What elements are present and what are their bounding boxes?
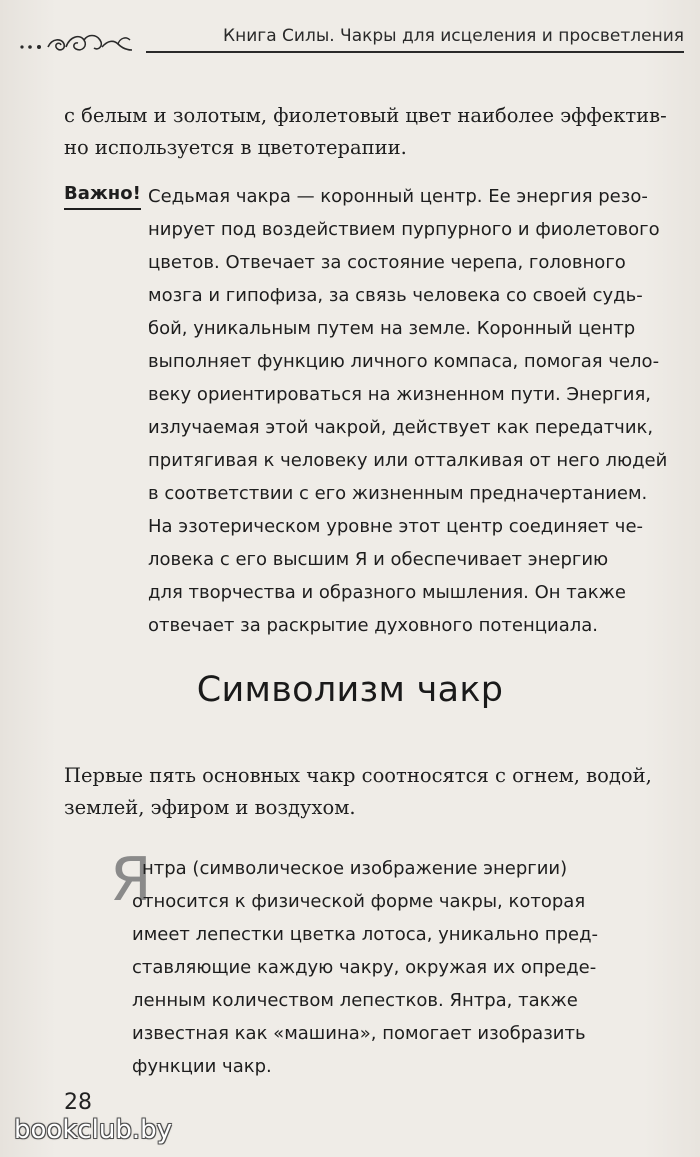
text-line: относится к физической форме чакры, которая — [132, 891, 586, 912]
page-number: 28 — [64, 1090, 92, 1115]
text-line: нтра (символическое изображение энергии) — [142, 858, 568, 879]
text-line: известная как «машина», помогает изобразить — [132, 1023, 586, 1044]
text-line: выполняет функцию личного компаса, помогая чело- — [148, 351, 660, 372]
text-line: землей, эфиром и воздухом. — [64, 796, 356, 819]
text-line: в соответствии с его жизненным предначертанием. — [148, 483, 648, 504]
header-title: Книга Силы. Чакры для исцеления и просветления — [223, 26, 684, 46]
text-line: веку ориентироваться на жизненном пути. Энергия, — [148, 384, 651, 405]
important-paragraph — [148, 180, 688, 642]
text-line: ставляющие каждую чакру, окружая их опреде- — [132, 957, 597, 978]
intro-paragraph — [64, 100, 684, 164]
ornament-icon — [18, 30, 148, 54]
text-line: ловека с его высшим Я и обеспечивает энергию — [148, 549, 609, 570]
text-line: ленным количеством лепестков. Янтра, также — [132, 990, 578, 1011]
watermark: bookclub.by — [14, 1115, 173, 1145]
yantra-paragraph — [110, 845, 632, 1083]
drop-cap: Я — [110, 845, 152, 915]
important-label: Важно! — [64, 180, 141, 210]
text-line: притягивая к человеку или отталкивая от него людей — [148, 450, 668, 471]
text-line: Седьмая чакра — коронный центр. Ее энергия резо- — [148, 186, 648, 207]
text-line: излучаемая этой чакрой, действует как передатчик, — [148, 417, 654, 438]
text-line: функции чакр. — [132, 1056, 272, 1077]
header-rule — [146, 51, 684, 53]
text-line: с белым и золотым, фиолетовый цвет наиболее эффектив- — [64, 104, 667, 127]
section-heading: Символизм чакр — [196, 670, 504, 710]
first-paragraph — [64, 760, 694, 824]
text-line: бой, уникальным путем на земле. Коронный центр — [148, 318, 636, 339]
running-header — [18, 26, 684, 56]
text-line: но используется в цветотерапии. — [64, 136, 407, 159]
text-line: имеет лепестки цветка лотоса, уникально пред- — [132, 924, 599, 945]
text-line: Первые пять основных чакр соотносятся с огнем, водой, — [64, 764, 652, 787]
text-line: На эзотерическом уровне этот центр соединяет че- — [148, 516, 644, 537]
text-line: мозга и гипофиза, за связь человека со своей судь- — [148, 285, 643, 306]
text-line: отвечает за раскрытие духовного потенциала. — [148, 615, 598, 636]
text-line: нирует под воздействием пурпурного и фиолетового — [148, 219, 660, 240]
text-line: цветов. Отвечает за состояние черепа, головного — [148, 252, 626, 273]
text-line: для творчества и образного мышления. Он также — [148, 582, 626, 603]
